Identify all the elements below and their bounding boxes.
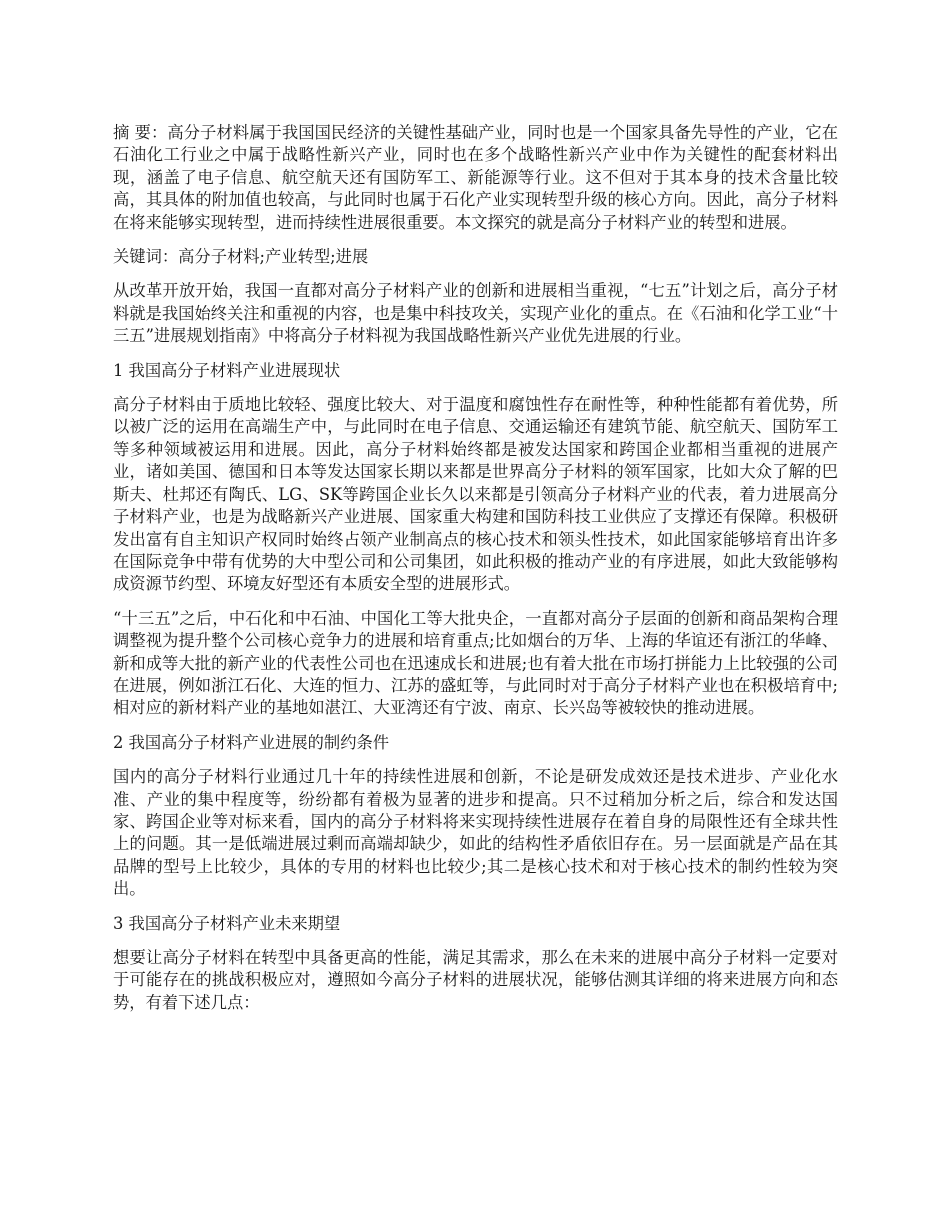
section-1-heading: 1 我国高分子材料产业进展现状 <box>113 360 341 380</box>
keywords-line: 关键词：高分子材料;产业转型;进展 <box>113 247 369 267</box>
section-2-paragraph-1: 国内的高分子材料行业通过几十年的持续性进展和创新，不论是研发成效还是技术进步、产业化水准、产业的集中程度等，纷纷都有着极为显著的进步和提高。只不过稍加分析之后，综合和发达国家、跨国企业等对标来看，国内的高分子材料将来实现持续性进展存在着自身的局限性还有全球共性上的问题。其一是低端进展过剩而高端却缺少，如此的结构性矛盾依旧存在。另一层面就是产品在其品牌的型号上比较少，具体的专用的材料也比较少;其二是核心技术和对于核心技术的制约性较为突出。 <box>113 767 838 899</box>
section-1-paragraph-1: 高分子材料由于质地比较轻、强度比较大、对于温度和腐蚀性存在耐性等，种种性能都有着优势，所以被广泛的运用在高端生产中，与此同时在电子信息、交通运输还有建筑节能、航空航天、国防军工等多种领域被运用和进展。因此，高分子材料始终都是被发达国家和跨国企业都相当重视的进展产业，诸如美国、德国和日本等发达国家长期以来都是世界高分子材料的领军国家，比如大众了解的巴斯夫、杜邦还有陶氏、LG、SK等跨国企业长久以来都是引领高分子材料产业的代表，着力进展高分子材料产业，也是为战略新兴产业进展、国家重大构建和国防科技工业供应了支撑还有保障。积极研发出富有自主知识产权同时始终占领产业制高点的核心技术和领头性技术，如此国家能够培育出许多在国际竞争中带有优势的大中型公司和公司集团，如此积极的推动产业的有序进展，如此大致能够构成资源节约型、环境友好型还有本质安全型的进展形式。 <box>113 395 838 594</box>
section-3-paragraph-1: 想要让高分子材料在转型中具备更高的性能，满足其需求，那么在未来的进展中高分子材料一定要对于可能存在的挑战积极应对，遵照如今高分子材料的进展状况，能够估测其详细的将来进展方向和态势，有着下述几点： <box>113 948 838 1012</box>
section-1-paragraph-2: “十三五”之后，中石化和中石油、中国化工等大批央企，一直都对高分子层面的创新和商品架构合理调整视为提升整个公司核心竞争力的进展和培育重点;比如烟台的万华、上海的华谊还有浙江的华峰、新和成等大批的新产业的代表性公司也在迅速成长和进展;也有着大批在市场打拼能力上比较强的公司在进展，例如浙江石化、大连的恒力、江苏的盛虹等，与此同时对于高分子材料产业也在积极培育中;相对应的新材料产业的基地如湛江、大亚湾还有宁波、南京、长兴岛等被较快的推动进展。 <box>113 608 838 718</box>
abstract-paragraph: 摘 要：高分子材料属于我国国民经济的关键性基础产业，同时也是一个国家具备先导性的产业，它在石油化工行业之中属于战略性新兴产业，同时也在多个战略性新兴产业中作为关键性的配套材料出现，涵盖了电子信息、航空航天还有国防军工、新能源等行业。这不但对于其本身的技术含量比较高，其具体的附加值也较高，与此同时也属于石化产业实现转型升级的核心方向。因此，高分子材料在将来能够实现转型，进而持续性进展很重要。本文探究的就是高分子材料产业的转型和进展。 <box>113 123 838 232</box>
section-3-heading: 3 我国高分子材料产业未来期望 <box>113 913 341 933</box>
document-body <box>113 122 838 1026</box>
section-2-heading: 2 我国高分子材料产业进展的制约条件 <box>113 732 390 752</box>
intro-paragraph: 从改革开放开始，我国一直都对高分子材料产业的创新和进展相当重视，“七五”计划之后，高分子材料就是我国始终关注和重视的内容，也是集中科技攻关，实现产业化的重点。在《石油和化学工业“十三五”进展规划指南》中将高分子材料视为我国战略性新兴产业优先进展的行业。 <box>113 281 838 346</box>
